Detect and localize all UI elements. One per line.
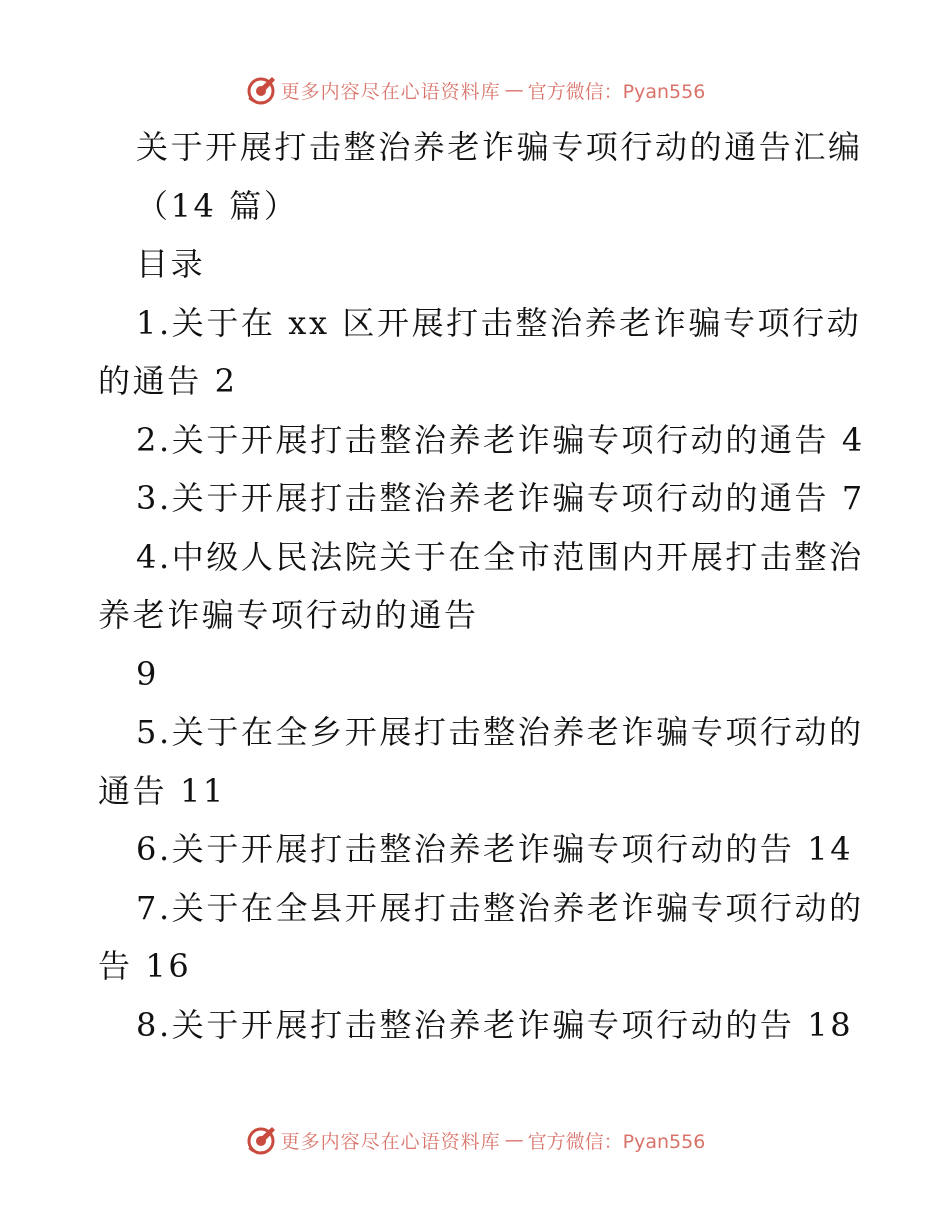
watermark-text: 更多内容尽在心语资料库 <box>280 80 501 103</box>
toc-line: 6.关于开展打击整治养老诈骗专项行动的告 14 <box>136 830 854 868</box>
header-watermark <box>0 70 950 110</box>
toc-line: 1.关于在 xx 区开展打击整治养老诈骗专项行动 <box>136 303 862 342</box>
document-title-line-2: （14 篇） <box>136 186 299 225</box>
watermark-group <box>245 74 706 106</box>
watermark-dash: — <box>504 1129 524 1151</box>
watermark-contact: 官方微信：Pyan556 <box>527 80 706 103</box>
toc-list <box>98 294 865 1055</box>
watermark-contact: 官方微信：Pyan556 <box>527 1130 706 1153</box>
toc-line: 4.中级人民法院关于在全市范围内开展打击整治 <box>136 537 864 576</box>
toc-line: 3.关于开展打击整治养老诈骗专项行动的通告 7 <box>136 479 865 517</box>
toc-line: 9 <box>136 654 159 693</box>
toc-line: 告 16 <box>98 947 192 985</box>
pen-circle-logo-icon <box>245 1124 277 1156</box>
document-body <box>98 118 865 1054</box>
toc-line: 7.关于在全县开展打击整治养老诈骗专项行动的 <box>136 888 864 927</box>
document-title-line-1: 关于开展打击整治养老诈骗专项行动的通告汇编 <box>136 128 863 166</box>
toc-line: 养老诈骗专项行动的通告 <box>98 596 479 634</box>
toc-line: 的通告 2 <box>98 362 238 400</box>
footer-watermark <box>0 1120 950 1160</box>
toc-line: 通告 11 <box>98 771 226 810</box>
watermark-dash: — <box>504 79 524 101</box>
toc-line: 5.关于在全乡开展打击整治养老诈骗专项行动的 <box>136 713 864 751</box>
toc-line: 2.关于开展打击整治养老诈骗专项行动的通告 4 <box>136 420 865 459</box>
toc-line: 8.关于开展打击整治养老诈骗专项行动的告 18 <box>136 1005 854 1044</box>
toc-heading: 目录 <box>136 245 206 283</box>
watermark-group <box>245 1124 706 1156</box>
watermark-text: 更多内容尽在心语资料库 <box>280 1130 501 1153</box>
pen-circle-logo-icon <box>245 74 277 106</box>
